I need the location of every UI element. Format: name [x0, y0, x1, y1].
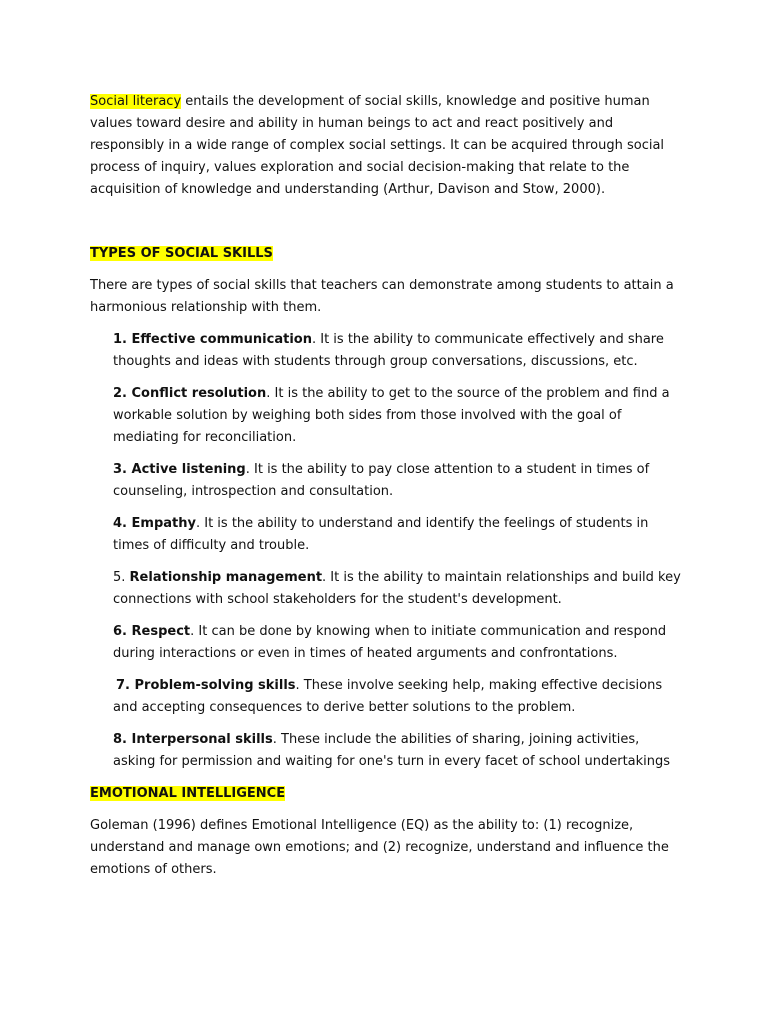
- eq-heading-text: EMOTIONAL INTELLIGENCE: [90, 786, 286, 801]
- item-number: 8.: [113, 732, 132, 747]
- social-skills-list: [90, 329, 682, 773]
- list-item: [113, 567, 682, 611]
- item-title: Respect: [131, 624, 191, 639]
- item-text: . It is the ability to maintain relationships and build key connections with school stakeholders for the student's development.: [113, 570, 681, 607]
- types-lead-paragraph: There are types of social skills that teachers can demonstrate among students to attain a harmonious relationship with them.: [90, 278, 674, 315]
- item-title: Problem-solving skills: [134, 678, 296, 693]
- item-number: 5.: [113, 570, 130, 585]
- eq-paragraph: Goleman (1996) defines Emotional Intelligence (EQ) as the ability to: (1) recognize, understand and manage own emotions; and (2) recognize, understand and influence the emotions of others.: [90, 818, 669, 877]
- item-text: . It can be done by knowing when to initiate communication and respond during interactions or even in times of heated arguments and confrontations.: [113, 624, 667, 661]
- item-text: . It is the ability to understand and identify the feelings of students in times of difficulty and trouble.: [113, 516, 649, 553]
- section-heading-types: [90, 243, 682, 265]
- list-item: [113, 675, 682, 719]
- item-text: . These include the abilities of sharing, joining activities, asking for permission and waiting for one's turn in every facet of school undertakings: [113, 732, 671, 769]
- list-item: [113, 513, 682, 557]
- item-number: 6.: [113, 624, 132, 639]
- item-text: . It is the ability to pay close attention to a student in times of counseling, introspection and consultation.: [113, 462, 650, 499]
- item-number: 3.: [113, 462, 132, 477]
- intro-paragraph: [90, 91, 682, 201]
- document-page: [90, 91, 682, 881]
- item-title: Empathy: [131, 516, 196, 531]
- section-heading-eq: [90, 783, 682, 805]
- list-item: [113, 621, 682, 665]
- intro-text: entails the development of social skills, knowledge and positive human values toward desire and ability in human beings to act and react positively and responsibly in a wide range of complex social settings. It can be acquired through social process of inquiry, values exploration and social decision-making that relate to the acquisition of knowledge and understanding (Arthur, Davison and Stow, 2000).: [90, 94, 665, 197]
- item-number: 1.: [113, 332, 132, 347]
- item-title: Conflict resolution: [131, 386, 267, 401]
- item-text: . These involve seeking help, making effective decisions and accepting consequences to derive better solutions to the problem.: [113, 678, 663, 715]
- item-number: 2.: [113, 386, 132, 401]
- item-title: Effective communication: [131, 332, 312, 347]
- item-number: 4.: [113, 516, 132, 531]
- types-heading-text: TYPES OF SOCIAL SKILLS: [90, 246, 273, 261]
- highlighted-term: Social literacy: [90, 94, 182, 109]
- item-number: 7.: [116, 678, 135, 693]
- item-title: Interpersonal skills: [131, 732, 273, 747]
- list-item: [113, 729, 682, 773]
- list-item: [113, 459, 682, 503]
- item-title: Relationship management: [129, 570, 323, 585]
- item-text: . It is the ability to get to the source of the problem and find a workable solution by weighing both sides from those involved with the goal of mediating for reconciliation.: [113, 386, 670, 445]
- list-item: [113, 383, 682, 449]
- list-item: [113, 329, 682, 373]
- item-text: . It is the ability to communicate effectively and share thoughts and ideas with students through group conversations, discussions, etc.: [113, 332, 664, 369]
- item-title: Active listening: [131, 462, 246, 477]
